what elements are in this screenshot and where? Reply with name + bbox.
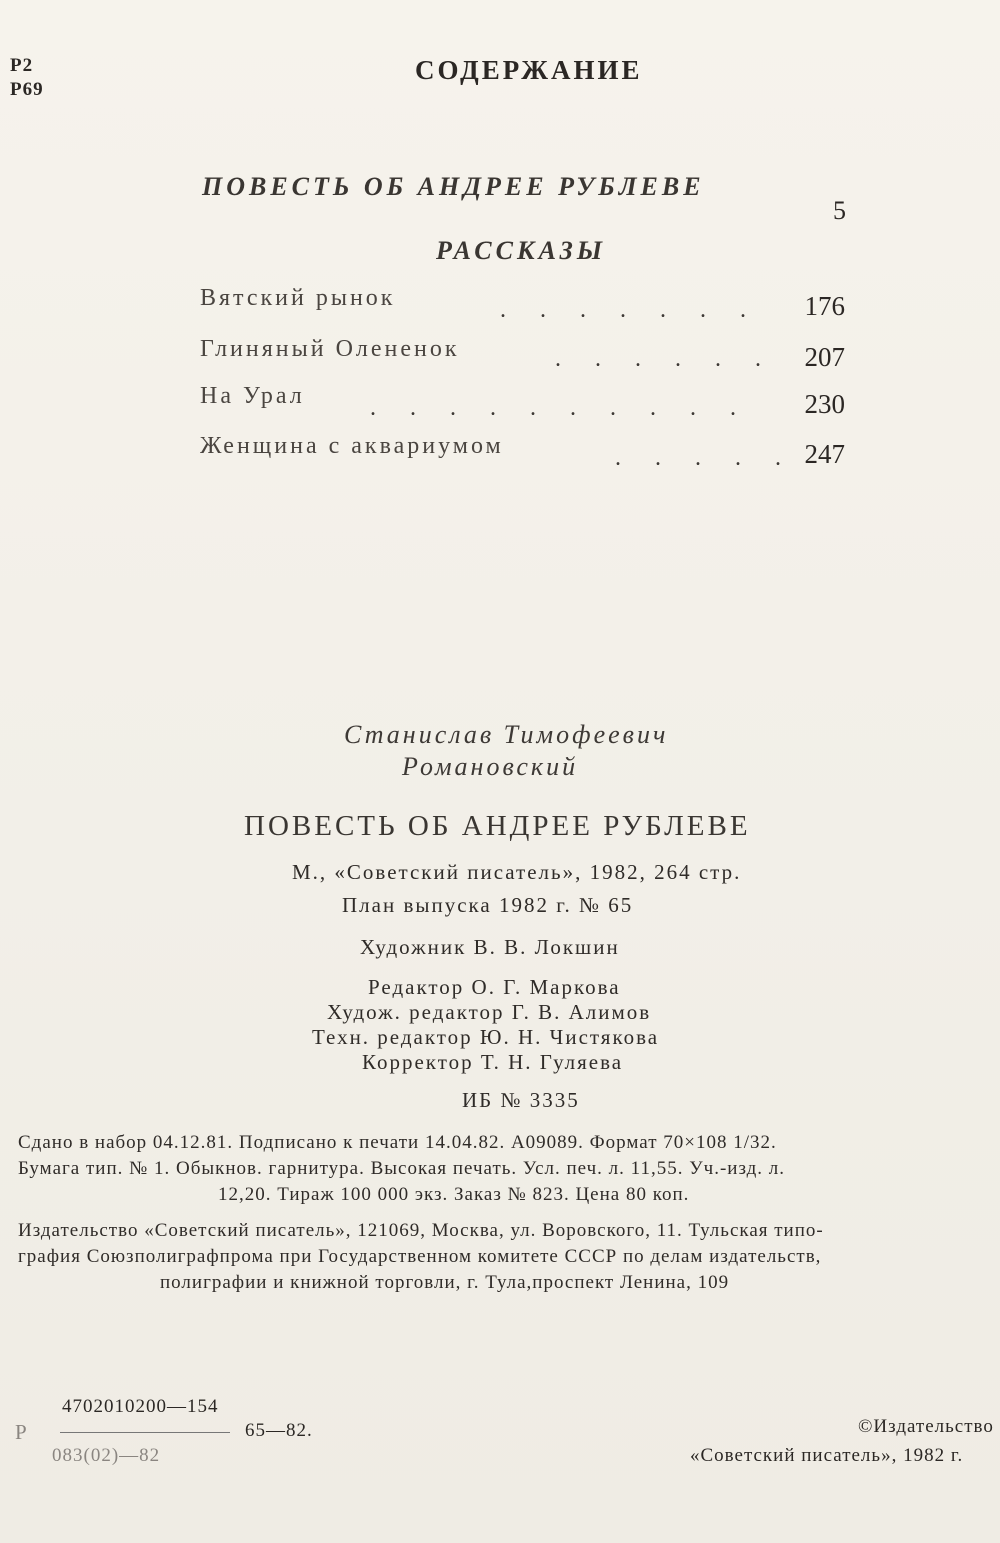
toc-item-title: Глиняный Олененок (200, 336, 460, 362)
isbn-numerator: 4702010200—154 (62, 1396, 219, 1417)
toc-item (200, 433, 845, 473)
publication-line: М., «Советский писатель», 1982, 264 стр. (292, 860, 742, 884)
toc-leader-dots: . . . . . (615, 445, 795, 471)
classification-code-1: Р2 (10, 55, 34, 76)
toc-item-page: 247 (804, 439, 845, 469)
print-info-line: 12,20. Тираж 100 000 экз. Заказ № 823. Цена 80 коп. (218, 1184, 690, 1205)
author-name-line1: Станислав Тимофеевич (344, 720, 669, 749)
toc-item (200, 383, 845, 423)
toc-leader-dots: . . . . . . . (500, 297, 760, 323)
isbn-denominator: 083(02)—82 (52, 1445, 161, 1466)
publisher-info-line: Издательство «Советский писатель», 121069, Москва, ул. Воровского, 11. Тульская типо- (18, 1220, 824, 1241)
classification-code-2: Р69 (10, 79, 44, 100)
tech-editor-line: Техн. редактор Ю. Н. Чистякова (312, 1025, 660, 1049)
toc-leader-dots: . . . . . . . . . . (370, 395, 750, 421)
toc-item-page: 230 (804, 389, 845, 419)
artist-line: Художник В. В. Локшин (360, 935, 620, 959)
isbn-letter: Р (15, 1420, 28, 1444)
toc-heading: СОДЕРЖАНИЕ (415, 55, 643, 85)
publisher-info-line: графия Союзполиграфпрома при Государственном комитете СССР по делам издательств, (18, 1246, 822, 1267)
book-title: ПОВЕСТЬ ОБ АНДРЕЕ РУБЛЕВЕ (244, 810, 751, 842)
fraction-rule (60, 1432, 230, 1433)
isbn-suffix: 65—82. (245, 1420, 313, 1441)
print-info-line: Бумага тип. № 1. Обыкнов. гарнитура. Высокая печать. Усл. печ. л. 11,55. Уч.-изд. л. (18, 1158, 786, 1179)
copyright-line2: «Советский писатель», 1982 г. (690, 1445, 964, 1466)
ib-number: ИБ № 3335 (462, 1088, 580, 1112)
toc-section-title: РАССКАЗЫ (436, 236, 607, 265)
art-editor-line: Худож. редактор Г. В. Алимов (327, 1000, 652, 1024)
toc-item-page: 176 (804, 291, 845, 321)
plan-line: План выпуска 1982 г. № 65 (342, 893, 634, 917)
toc-item-page: 207 (804, 342, 845, 372)
toc-main-title: ПОВЕСТЬ ОБ АНДРЕЕ РУБЛЕВЕ (202, 172, 705, 201)
toc-leader-dots: . . . . . . (555, 346, 775, 372)
toc-item-title: На Урал (200, 383, 305, 409)
editor-line: Редактор О. Г. Маркова (368, 975, 621, 999)
proofreader-line: Корректор Т. Н. Гуляева (362, 1050, 624, 1074)
toc-item-title: Женщина с аквариумом (200, 433, 504, 459)
toc-main-page: 5 (833, 196, 846, 225)
author-name-line2: Романовский (402, 752, 579, 781)
toc-item-title: Вятский рынок (200, 285, 396, 311)
toc-item (200, 336, 845, 376)
print-info-line: Сдано в набор 04.12.81. Подписано к печати 14.04.82. А09089. Формат 70×108 1/32. (18, 1132, 777, 1153)
copyright-line1: ©Издательство (858, 1416, 994, 1437)
publisher-info-line: полиграфии и книжной торговли, г. Тула,проспект Ленина, 109 (160, 1272, 730, 1293)
toc-item (200, 285, 845, 325)
